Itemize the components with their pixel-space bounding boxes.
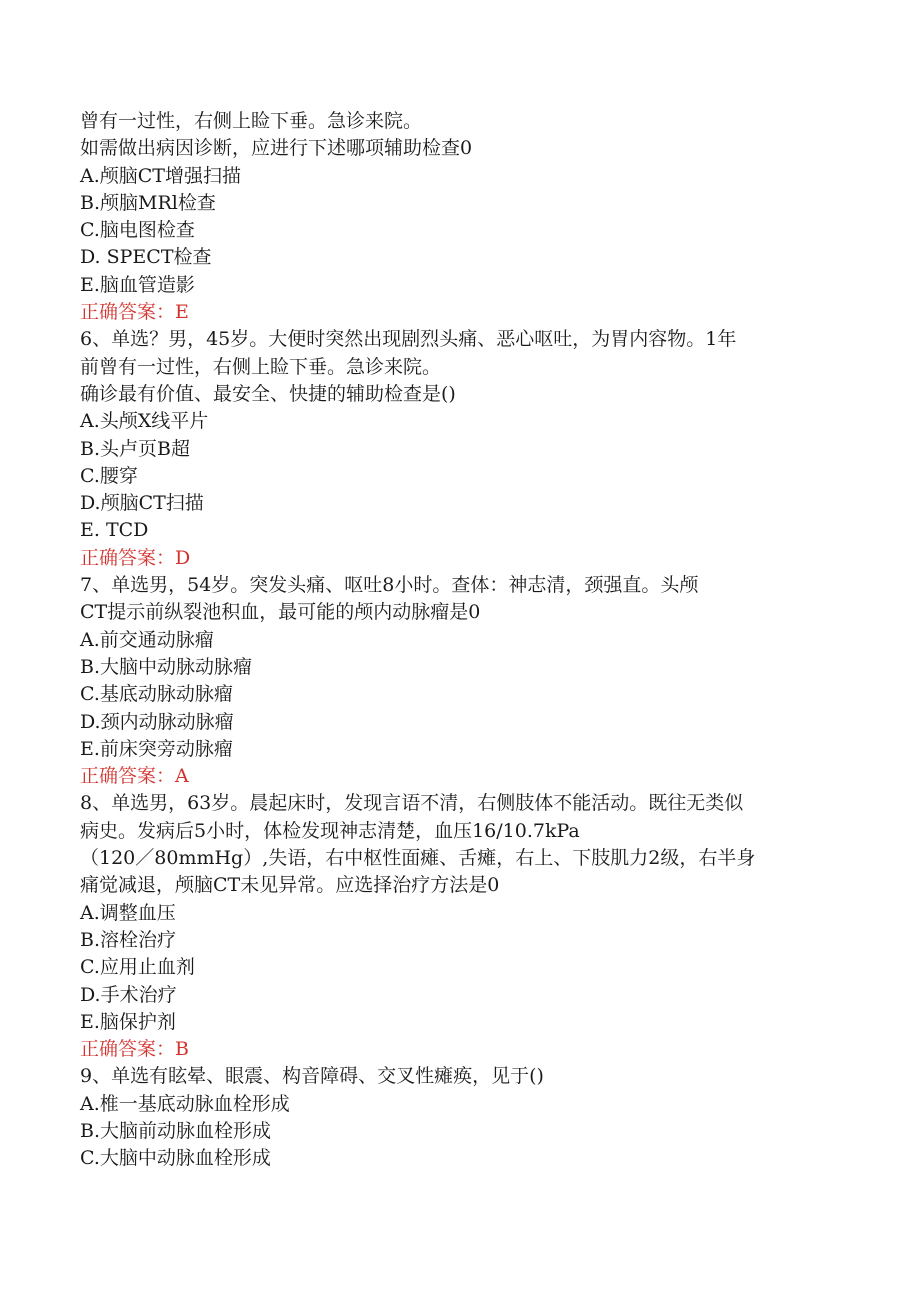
text-line: 曾有一过性，右侧上睑下垂。急诊来院。	[80, 110, 423, 132]
text-line: 6、单选？男，45岁。大便时突然出现剧烈头痛、恶心呕吐，为胃内容物。1年	[80, 328, 737, 351]
correct-answer: 正确答案：B	[80, 1038, 189, 1061]
answer-option: D.手术治疗	[80, 983, 177, 1006]
answer-option: D.颅脑CT扫描	[80, 492, 204, 515]
answer-option: A.椎一基底动脉血栓形成	[80, 1092, 290, 1115]
text-line: 9、单选有眩晕、眼震、构音障碍、交叉性瘫痪，见于()	[80, 1065, 544, 1088]
answer-option: D.颈内动脉动脉瘤	[80, 710, 234, 733]
answer-option: D. SPECT检查	[80, 246, 212, 269]
correct-answer: 正确答案：A	[80, 765, 189, 788]
answer-option: A.前交通动脉瘤	[80, 628, 214, 651]
answer-option: B.溶栓治疗	[80, 928, 177, 951]
text-line: 确诊最有价值、最安全、快捷的辅助检查是()	[80, 382, 456, 405]
answer-option: E.脑保护剂	[80, 1010, 176, 1033]
answer-option: C.应用止血剂	[80, 956, 195, 979]
answer-option: C.腰穿	[80, 464, 138, 487]
text-line: 前曾有一过性，右侧上睑下垂。急诊来院。	[80, 355, 442, 378]
answer-option: B.头卢页B超	[80, 437, 190, 460]
answer-option: C.大脑中动脉血栓形成	[80, 1147, 271, 1170]
text-line: 病史。发病后5小时，体检发现神志清楚，血压16/10.7kPa	[80, 819, 580, 842]
document-page	[80, 108, 860, 1173]
correct-answer: 正确答案：D	[80, 546, 191, 569]
answer-option: E.前床突旁动脉瘤	[80, 737, 233, 760]
text-line: CT提示前纵裂池积血，最可能的颅内动脉瘤是0	[80, 601, 481, 624]
answer-option: A.调整血压	[80, 901, 176, 924]
answer-option: B.颅脑MRl检查	[80, 191, 216, 214]
answer-option: C.基底动脉动脉瘤	[80, 683, 233, 706]
answer-option: B.大脑前动脉血栓形成	[80, 1119, 272, 1142]
answer-option: B.大脑中动脉动脉瘤	[80, 655, 253, 678]
answer-option: E. TCD	[80, 519, 149, 542]
text-line: 8、单选男，63岁。晨起床时，发现言语不清，右侧肢体不能活动。既往无类似	[80, 792, 744, 815]
answer-option: A.头颅X线平片	[80, 410, 209, 433]
text-line: 如需做出病因诊断，应进行下述哪项辅助检查0	[80, 137, 473, 160]
text-line: 7、单选男，54岁。突发头痛、呕吐8小时。查体：神志清，颈强直。头颅	[80, 574, 699, 597]
text-line: 痛觉减退，颅脑CT未见异常。应选择治疗方法是0	[80, 874, 500, 897]
answer-option: E.脑血管造影	[80, 273, 195, 296]
correct-answer: 正确答案：E	[80, 301, 189, 324]
answer-option: A.颅脑CT增强扫描	[80, 164, 241, 187]
answer-option: C.脑电图检查	[80, 219, 195, 242]
text-line: （120／80mmHg）,失语，右中枢性面瘫、舌瘫，右上、下肢肌力2级，右半身	[80, 847, 756, 870]
